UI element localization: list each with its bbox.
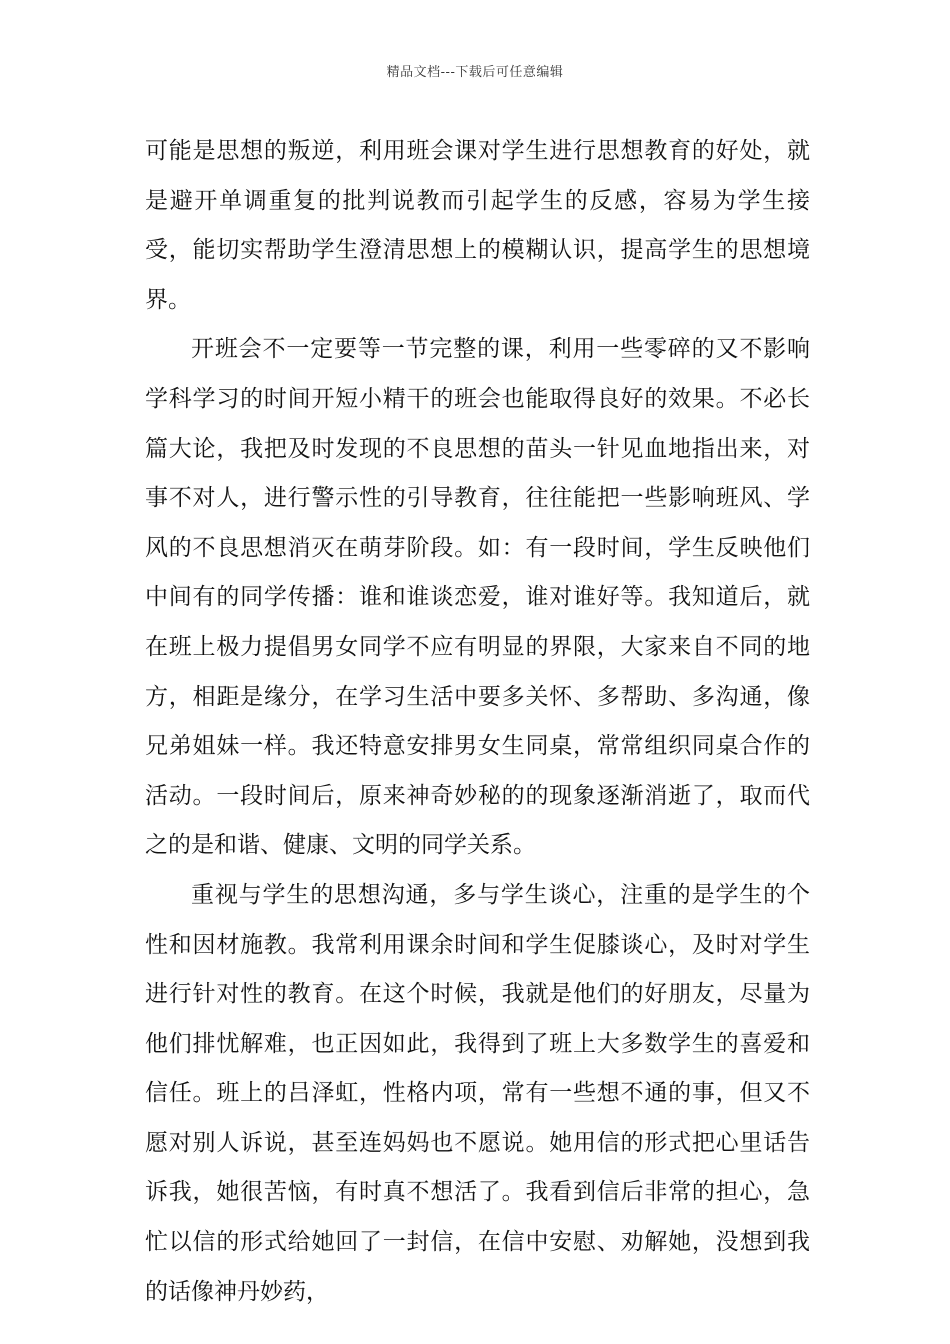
paragraph-1: 可能是思想的叛逆，利用班会课对学生进行思想教育的好处，就是避开单调重复的批判说教而引起学生的反感，容易为学生接受，能切实帮助学生澄清思想上的模糊认识，提高学生的思想境界。 <box>145 138 810 313</box>
paragraph-3: 重视与学生的思想沟通，多与学生谈心，注重的是学生的个性和因材施教。我常利用课余时间和学生促膝谈心，及时对学生进行针对性的教育。在这个时候，我就是他们的好朋友，尽量为他们排忧解难，也正因如此，我得到了班上大多数学生的喜爱和信任。班上的吕泽虹，性格内项，常有一些想不通的事，但又不愿对别人诉说，甚至连妈妈也不愿说。她用信的形式把心里话告诉我，她很苦恼，有时真不想活了。我看到信后非常的担心，急忙以信的形式给她回了一封信，在信中安慰、劝解她，没想到我的话像神丹妙药， <box>145 881 810 1305</box>
paragraph-2: 开班会不一定要等一节完整的课，利用一些零碎的又不影响学科学习的时间开短小精干的班会也能取得良好的效果。不必长篇大论，我把及时发现的不良思想的苗头一针见血地指出来，对事不对人，进行警示性的引导教育，往往能把一些影响班风、学风的不良思想消灭在萌芽阶段。如：有一段时间，学生反映他们中间有的同学传播：谁和谁谈恋爱，谁对谁好等。我知道后，就在班上极力提倡男女同学不应有明显的界限，大家来自不同的地方，相距是缘分，在学习生活中要多关怀、多帮助、多沟通，像兄弟姐妹一样。我还特意安排男女生同桌，常常组织同桌合作的活动。一段时间后，原来神奇妙秘的的现象逐渐消逝了，取而代之的是和谐、健康、文明的同学关系。 <box>145 336 810 859</box>
document-body <box>145 127 810 1317</box>
page-header: 精品文档---下载后可任意编辑 <box>386 65 564 80</box>
